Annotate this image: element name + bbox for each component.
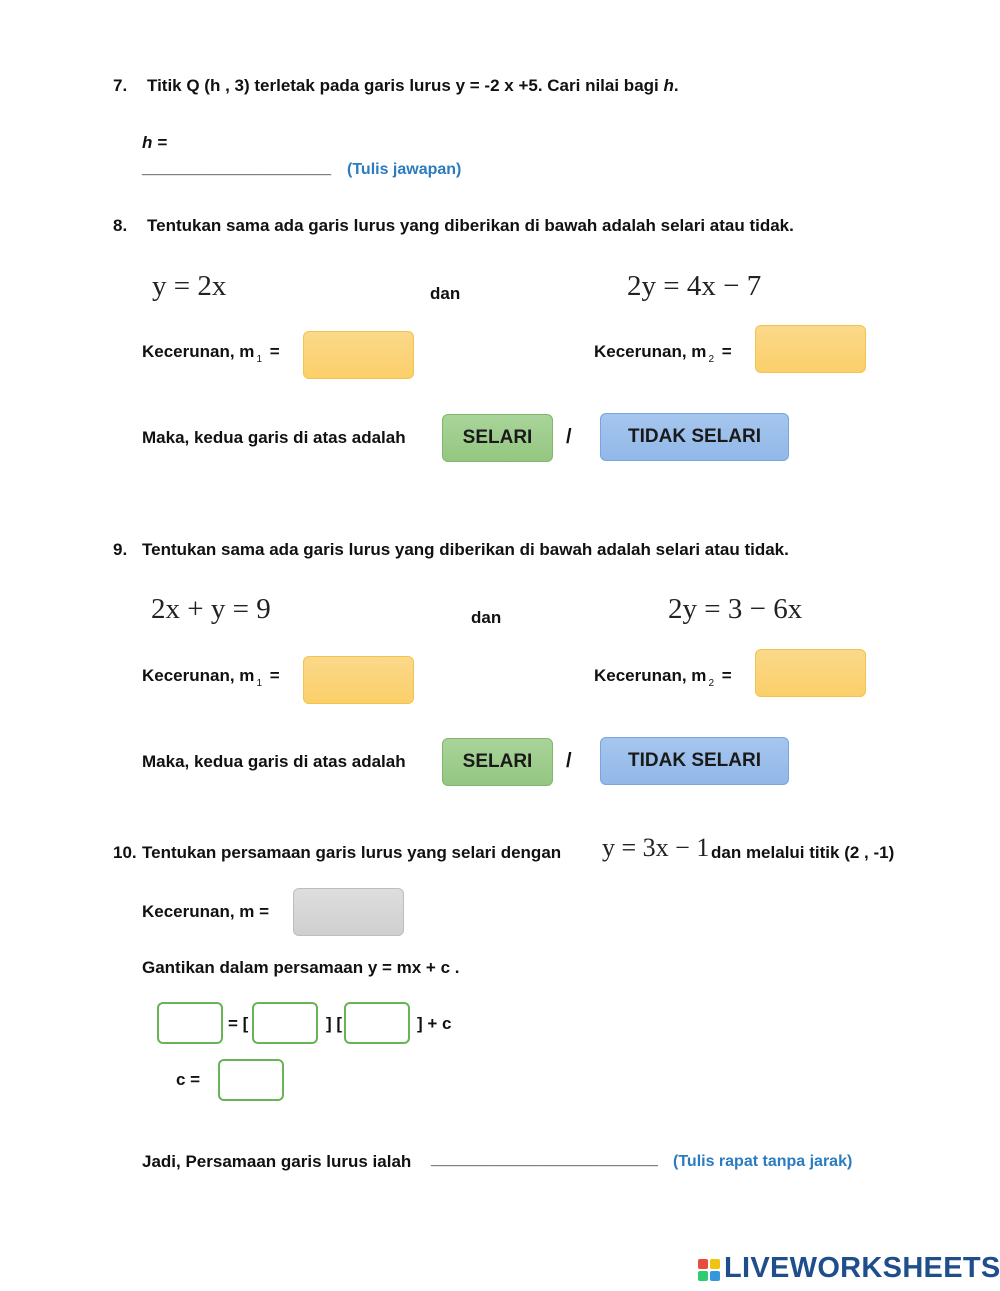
q8-dan: dan <box>430 284 461 303</box>
liveworksheets-logo-icon <box>698 1259 720 1281</box>
q9-m2-answer-box[interactable] <box>755 649 866 697</box>
q9-selari-button[interactable]: SELARI <box>442 738 553 786</box>
q8-m2-equals: = <box>721 342 732 361</box>
q8-m2-label-text: Kecerunan, m <box>594 342 707 361</box>
q10-question-text-2: dan melalui titik (2 , -1) <box>711 843 895 862</box>
q7-answer-line[interactable]: ____________________ <box>142 158 332 177</box>
q7-answer-label: h = <box>142 133 168 152</box>
q10-equals-bracket: = [ <box>228 1014 249 1033</box>
q8-m1-equals: = <box>269 342 280 361</box>
q9-m2-label-text: Kecerunan, m <box>594 666 707 685</box>
q8-m1-label-text: Kecerunan, m <box>142 342 255 361</box>
q9-m1-label <box>142 666 280 689</box>
q10-note: (Tulis rapat tanpa jarak) <box>673 1153 853 1170</box>
q7-variable-h: h <box>663 76 674 95</box>
q9-equation-2: 2y = 3 − 6x <box>668 593 803 625</box>
q8-m2-subscript: 2 <box>708 354 714 365</box>
q10-c-label: c = <box>176 1070 201 1089</box>
q8-conclusion-text: Maka, kedua garis di atas adalah <box>142 428 406 447</box>
q8-m2-answer-box[interactable] <box>755 325 866 373</box>
q9-m2-label <box>594 666 732 689</box>
q9-m2-equals: = <box>721 666 732 685</box>
q10-question-text: Tentukan persamaan garis lurus yang selari dengan <box>142 843 562 862</box>
q9-m2-subscript: 2 <box>708 678 714 689</box>
q10-m-input[interactable] <box>252 1002 318 1044</box>
q10-equation: y = 3x − 1 <box>602 833 710 862</box>
q9-number: 9. <box>113 540 128 559</box>
q8-m1-answer-box[interactable] <box>303 331 414 379</box>
q10-number: 10. <box>113 843 137 862</box>
q10-final-text: Jadi, Persamaan garis lurus ialah <box>142 1152 412 1171</box>
q9-equation-1: 2x + y = 9 <box>151 593 271 625</box>
q9-dan: dan <box>471 608 502 627</box>
q10-substitute-text: Gantikan dalam persamaan y = mx + c . <box>142 958 460 977</box>
q8-equation-1: y = 2x <box>152 270 227 302</box>
q7-note: (Tulis jawapan) <box>347 161 462 178</box>
q8-tidak-selari-button[interactable]: TIDAK SELARI <box>600 413 789 461</box>
q8-slash: / <box>566 426 572 448</box>
q10-plus-c: ] + c <box>417 1014 452 1033</box>
q8-m1-subscript: 1 <box>256 354 262 365</box>
q8-equation-2: 2y = 4x − 7 <box>627 270 762 302</box>
q7-period: . <box>673 76 679 95</box>
q10-m-label: Kecerunan, m = <box>142 902 270 921</box>
q9-question-text: Tentukan sama ada garis lurus yang diberikan di bawah adalah selari atau tidak. <box>142 540 789 559</box>
q10-mid-bracket: ] [ <box>326 1014 343 1033</box>
q10-c-input[interactable] <box>218 1059 284 1101</box>
q9-m1-equals: = <box>269 666 280 685</box>
q7-question-text: Titik Q (h , 3) terletak pada garis lurus y = -2 x +5. Cari nilai bagi <box>147 76 664 95</box>
liveworksheets-logo-text: LIVEWORKSHEETS <box>724 1252 1000 1284</box>
q10-m-answer-box[interactable] <box>293 888 404 936</box>
q9-slash: / <box>566 750 572 772</box>
q8-question-text: Tentukan sama ada garis lurus yang diberikan di bawah adalah selari atau tidak. <box>147 216 794 235</box>
q10-y-input[interactable] <box>157 1002 223 1044</box>
q8-selari-button[interactable]: SELARI <box>442 414 553 462</box>
q9-m1-answer-box[interactable] <box>303 656 414 704</box>
q9-m1-subscript: 1 <box>256 678 262 689</box>
q10-x-input[interactable] <box>344 1002 410 1044</box>
q9-conclusion-text: Maka, kedua garis di atas adalah <box>142 752 406 771</box>
q8-number: 8. <box>113 216 128 235</box>
q10-final-answer-line[interactable]: ________________________ <box>431 1149 658 1168</box>
q7-question <box>147 76 679 96</box>
q8-m1-label <box>142 342 280 365</box>
q7-number: 7. <box>113 76 128 95</box>
q9-m1-label-text: Kecerunan, m <box>142 666 255 685</box>
q8-m2-label <box>594 342 732 365</box>
q9-tidak-selari-button[interactable]: TIDAK SELARI <box>600 737 789 785</box>
